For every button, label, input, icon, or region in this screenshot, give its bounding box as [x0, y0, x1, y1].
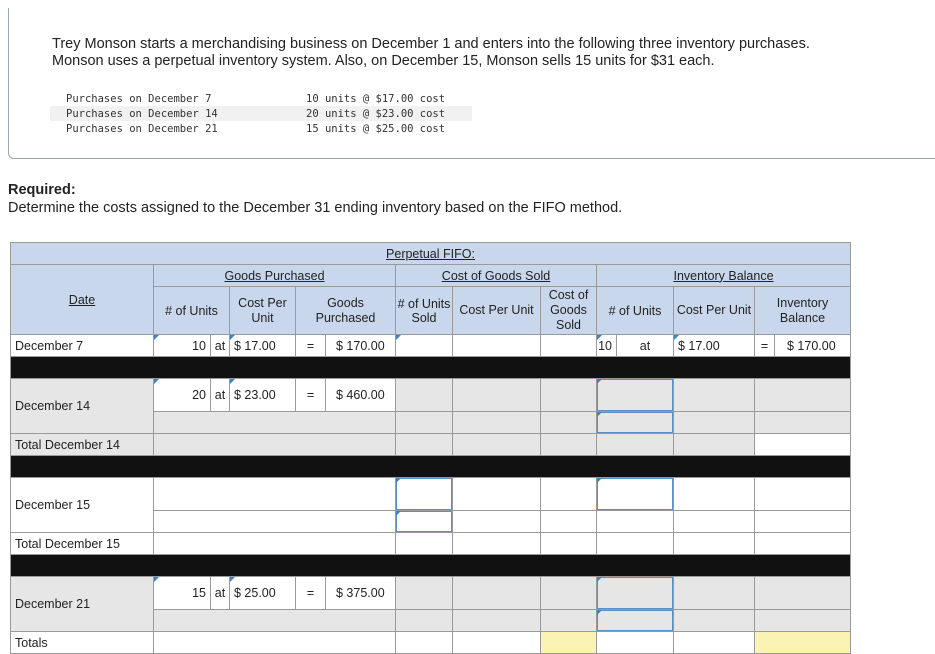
- gp-total-header: Goods Purchased: [296, 287, 396, 335]
- gp-empty: [154, 632, 396, 654]
- cogs-total: [541, 577, 597, 610]
- purchase-label: Purchases on December 14: [66, 107, 218, 120]
- gp-empty: [154, 434, 396, 456]
- date-header: [11, 265, 154, 335]
- purchase-label: Purchases on December 21: [66, 122, 218, 135]
- cogs-units-input[interactable]: [396, 610, 453, 632]
- bal-cost-input[interactable]: [674, 478, 755, 511]
- cogs-group-label: Cost of Goods Sold: [441, 268, 551, 283]
- cogs-cost-input[interactable]: [453, 610, 541, 632]
- inventory-balance-group: [597, 265, 851, 287]
- inventory-balance-group-label: Inventory Balance: [673, 268, 774, 283]
- bal-cost-input[interactable]: [674, 434, 755, 456]
- row-label: Total December 15: [11, 533, 154, 555]
- gp-units-input[interactable]: 20: [154, 379, 211, 412]
- cogs-units-input[interactable]: [396, 434, 453, 456]
- gp-total: $ 375.00: [326, 577, 396, 610]
- bal-units-input[interactable]: [597, 478, 674, 511]
- purchase-row: [50, 121, 472, 136]
- gp-empty: [154, 412, 396, 434]
- cogs-group: [396, 265, 597, 287]
- row-label: December 14: [11, 379, 154, 434]
- cogs-cost-input[interactable]: [453, 632, 541, 654]
- cogs-units-input[interactable]: [396, 335, 453, 357]
- required-section: [8, 181, 622, 217]
- bal-units-input[interactable]: [597, 511, 674, 533]
- bal-total: [755, 610, 851, 632]
- gp-total: $ 170.00: [326, 335, 396, 357]
- bal-total: [755, 577, 851, 610]
- bal-units-total: [597, 434, 674, 456]
- cogs-units-total: [396, 632, 453, 654]
- bal-cost-input[interactable]: $ 17.00: [674, 335, 755, 357]
- at-label: at: [211, 379, 230, 412]
- cogs-total: [541, 478, 597, 511]
- cogs-grand-total: [541, 632, 597, 654]
- equals-sign: =: [296, 379, 326, 412]
- purchase-row: [50, 91, 472, 106]
- cogs-total: [541, 533, 597, 555]
- cogs-total: [541, 335, 597, 357]
- cogs-cost-input[interactable]: [453, 335, 541, 357]
- cogs-total: [541, 379, 597, 412]
- bal-cost-input[interactable]: [674, 632, 755, 654]
- cogs-cost-input[interactable]: [453, 511, 541, 533]
- row-december-15: [11, 478, 851, 511]
- cogs-units-input[interactable]: [396, 511, 453, 533]
- cogs-total: [541, 511, 597, 533]
- gp-empty: [154, 610, 396, 632]
- gp-empty: [154, 533, 396, 555]
- row-label: December 21: [11, 577, 154, 632]
- bal-units-input[interactable]: [597, 577, 674, 610]
- cogs-total: [541, 610, 597, 632]
- row-december-7: [11, 335, 851, 357]
- gp-units-header: # of Units: [154, 287, 230, 335]
- bal-total: [755, 511, 851, 533]
- cogs-cost-header: Cost Per Unit: [453, 287, 541, 335]
- purchase-label: Purchases on December 7: [66, 92, 212, 105]
- row-december-14: [11, 379, 851, 412]
- bal-total: [755, 412, 851, 434]
- equals-sign: =: [296, 577, 326, 610]
- row-separator: [11, 456, 851, 478]
- cogs-cost-input[interactable]: [453, 434, 541, 456]
- bal-units-total: [597, 533, 674, 555]
- gp-empty: [154, 478, 396, 511]
- gp-cost-input[interactable]: $ 17.00: [230, 335, 296, 357]
- bal-cost-input[interactable]: [674, 511, 755, 533]
- bal-units-input[interactable]: [597, 610, 674, 632]
- row-december-21: [11, 577, 851, 610]
- question-box: [8, 8, 935, 159]
- bal-cost-header: Cost Per Unit: [674, 287, 755, 335]
- row-label: December 15: [11, 478, 154, 533]
- equals-sign: =: [755, 335, 775, 357]
- bal-total: [755, 478, 851, 511]
- bal-cost-input[interactable]: [674, 577, 755, 610]
- bal-total: [755, 533, 851, 555]
- intro-line-1: Trey Monson starts a merchandising business on December 1 and enters into the following three inventory purchases.: [52, 36, 810, 52]
- purchase-value: 20 units @ $23.00 cost: [306, 107, 446, 120]
- equals-sign: =: [296, 335, 326, 357]
- bal-cost-input[interactable]: [674, 379, 755, 412]
- cogs-cost-input[interactable]: [453, 577, 541, 610]
- gp-units-input[interactable]: 15: [154, 577, 211, 610]
- gp-empty: [154, 511, 396, 533]
- bal-total-header: Inventory Balance: [755, 287, 851, 335]
- cogs-total: [541, 412, 597, 434]
- required-text: Determine the costs assigned to the December 31 ending inventory based on the FIFO method.: [8, 200, 623, 216]
- cogs-cost-input[interactable]: [453, 478, 541, 511]
- bal-total: [755, 434, 851, 456]
- bal-cost-input[interactable]: [674, 533, 755, 555]
- cogs-cost-input[interactable]: [453, 533, 541, 555]
- cogs-total-header: Cost of Goods Sold: [541, 287, 597, 335]
- cogs-total: [541, 434, 597, 456]
- row-total-december-14: [11, 434, 851, 456]
- cogs-units-input[interactable]: [396, 412, 453, 434]
- gp-units-input[interactable]: 10: [154, 335, 211, 357]
- row-separator: [11, 357, 851, 379]
- gp-total: $ 460.00: [326, 379, 396, 412]
- row-label: December 7: [11, 335, 154, 357]
- bal-units-input[interactable]: [597, 412, 674, 434]
- cogs-units-header: # of Units Sold: [396, 287, 453, 335]
- goods-purchased-group-label: Goods Purchased: [224, 268, 325, 283]
- bal-units-total: [597, 632, 674, 654]
- bal-units-input[interactable]: 10: [597, 335, 617, 357]
- cogs-units-input[interactable]: [396, 577, 453, 610]
- at-label: at: [211, 577, 230, 610]
- goods-purchased-group: [154, 265, 396, 287]
- cogs-cost-input[interactable]: [453, 412, 541, 434]
- question-text: [52, 36, 810, 70]
- row-label: Total December 14: [11, 434, 154, 456]
- bal-units-header: # of Units: [597, 287, 674, 335]
- bal-grand-total: [755, 632, 851, 654]
- purchases-list: [50, 91, 472, 136]
- gp-cost-header: Cost Per Unit: [230, 287, 296, 335]
- worksheet-title: Perpetual FIFO:: [386, 246, 475, 261]
- cogs-units-input[interactable]: [396, 379, 453, 412]
- bal-cost-input[interactable]: [674, 610, 755, 632]
- gp-cost-input[interactable]: $ 25.00: [230, 577, 296, 610]
- at-label: at: [211, 335, 230, 357]
- gp-cost-input[interactable]: $ 23.00: [230, 379, 296, 412]
- row-totals: [11, 632, 851, 654]
- date-header-label: Date: [68, 292, 96, 307]
- purchase-value: 10 units @ $17.00 cost: [306, 92, 446, 105]
- row-separator: [11, 555, 851, 577]
- row-total-december-15: [11, 533, 851, 555]
- bal-cost-input[interactable]: [674, 412, 755, 434]
- row-label: Totals: [11, 632, 154, 654]
- at-label: at: [617, 335, 674, 357]
- cogs-units-total: [396, 533, 453, 555]
- fifo-worksheet: [10, 242, 851, 654]
- purchase-value: 15 units @ $25.00 cost: [306, 122, 446, 135]
- bal-total: $ 170.00: [775, 335, 851, 357]
- bal-total: [755, 379, 851, 412]
- intro-line-2: Monson uses a perpetual inventory system. Also, on December 15, Monson sells 15 units for $31 each.: [52, 53, 715, 69]
- cogs-units-input[interactable]: [396, 478, 453, 511]
- bal-units-input[interactable]: [597, 379, 674, 412]
- cogs-cost-input[interactable]: [453, 379, 541, 412]
- required-heading: Required:: [8, 182, 76, 198]
- purchase-row: [50, 106, 472, 121]
